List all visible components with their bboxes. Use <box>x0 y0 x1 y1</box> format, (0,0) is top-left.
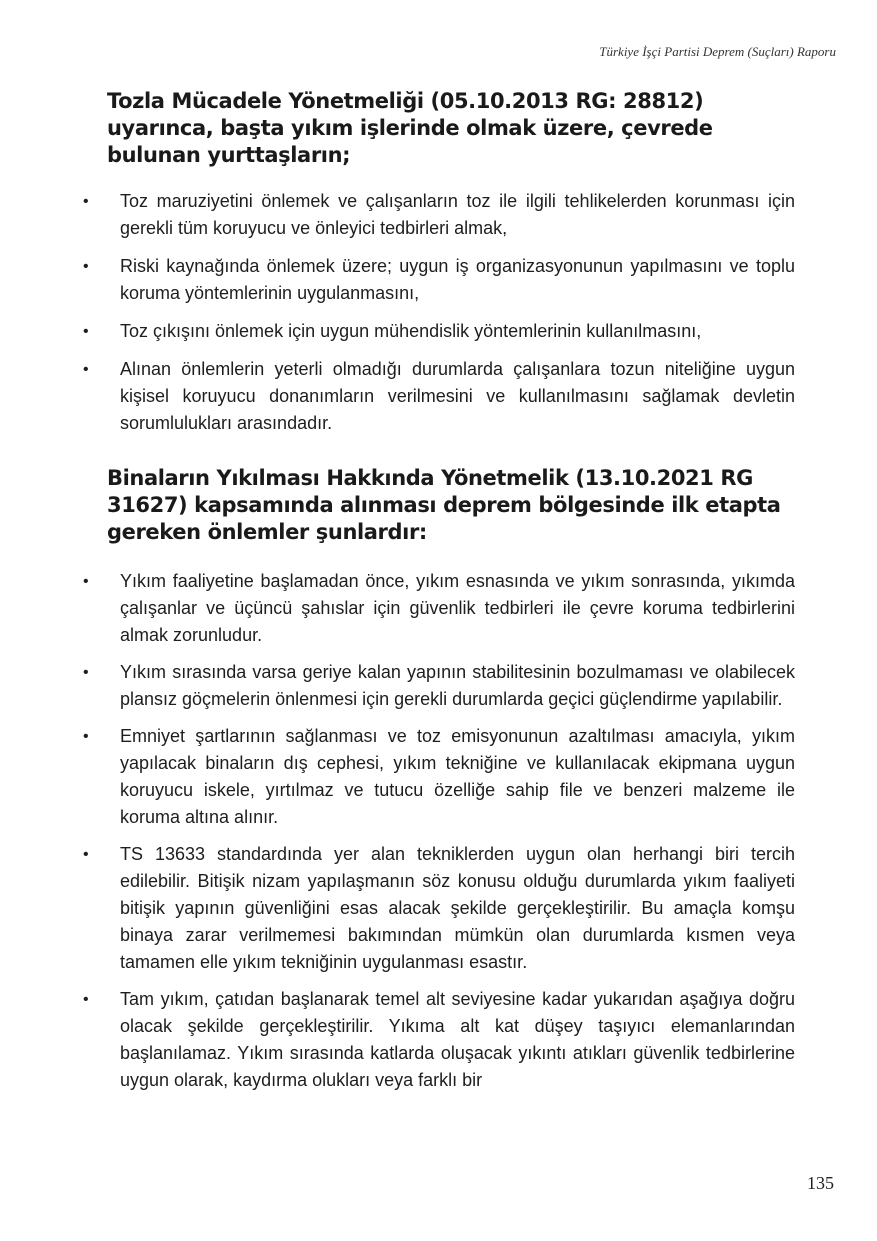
section-heading-demolition-regulation: Binaların Yıkılması Hakkında Yönetmelik (13.10.2021 RG 31627) kapsamında alınması deprem bölgesinde ilk etapta gereken önlemler şunlardır: <box>107 466 781 544</box>
bullet-icon: • <box>83 258 89 275</box>
bullet-icon: • <box>83 991 89 1008</box>
bullet-icon: • <box>83 323 89 340</box>
list-item-text: Yıkım sırasında varsa geriye kalan yapının stabilitesinin bozulmaması ve olabilecek plansız göçmelerin önlenmesi için gerekli durumlarda geçici güçlendirme yapılabilir. <box>120 662 795 709</box>
list-item <box>0 188 795 242</box>
bullet-icon: • <box>83 573 89 590</box>
list-item <box>0 356 795 437</box>
bullet-icon: • <box>83 846 89 863</box>
list-item-text: Tam yıkım, çatıdan başlanarak temel alt seviyesine kadar yukarıdan aşağıya doğru olacak şekilde gerçekleştirilir. Yıkıma alt kat düşey taşıyıcı elemanlarından başlanılamaz. Yıkım sırasında katlarda oluşacak yıkıntı atıkları güvenlik tedbirlerine uygun olarak, kaydırma olukları veya farklı bir <box>120 989 795 1090</box>
bullet-icon: • <box>83 728 89 745</box>
list-item <box>0 723 795 831</box>
section-heading-dust-regulation: Tozla Mücadele Yönetmeliği (05.10.2013 RG: 28812) uyarınca, başta yıkım işlerinde olmak üzere, çevrede bulunan yurttaşların; <box>107 89 713 167</box>
list-item-text: Yıkım faaliyetine başlamadan önce, yıkım esnasında ve yıkım sonrasında, yıkımda çalışanlar ve üçüncü şahıslar için güvenlik tedbirleri ile çevre koruma tedbirlerini almak zorunludur. <box>120 571 795 645</box>
list-item-text: Toz çıkışını önlemek için uygun mühendislik yöntemlerinin kullanılmasını, <box>120 321 702 341</box>
list-item-text: Alınan önlemlerin yeterli olmadığı durumlarda çalışanlara tozun niteliğine uygun kişisel koruyucu donanımların verilmesini ve kullanılmasını sağlamak devletin sorumlulukları arasındadır. <box>120 359 795 433</box>
list-item <box>0 568 795 649</box>
demolition-regulation-bullet-list <box>0 568 877 1104</box>
bullet-icon: • <box>83 361 89 378</box>
list-item <box>0 659 795 713</box>
list-item-text: Emniyet şartlarının sağlanması ve toz emisyonunun azaltılması amacıyla, yıkım yapılacak binaların dış cephesi, yıkım tekniğine ve kullanılacak ekipmana uygun koruyucu iskele, yırtılmaz ve tutucu özelliğe sahip file ve benzeri malzeme ile koruma altına alınır. <box>120 726 795 827</box>
list-item <box>0 841 795 976</box>
bullet-icon: • <box>83 664 89 681</box>
running-header: Türkiye İşçi Partisi Deprem (Suçları) Raporu <box>599 44 836 59</box>
page-number: 135 <box>807 1173 834 1193</box>
bullet-icon: • <box>83 193 89 210</box>
dust-regulation-bullet-list <box>0 188 877 448</box>
list-item <box>0 318 795 345</box>
list-item <box>0 986 795 1094</box>
list-item-text: Riski kaynağında önlemek üzere; uygun iş organizasyonunun yapılmasını ve toplu koruma yöntemlerinin uygulanmasını, <box>120 256 795 303</box>
list-item <box>0 253 795 307</box>
list-item-text: TS 13633 standardında yer alan tekniklerden uygun olan herhangi biri tercih edilebilir. Bitişik nizam yapılaşmanın söz konusu olduğu durumlarda yıkım faaliyeti bitişik yapının güvenliğini esas alacak şekilde gerçekleştirilir. Bu amaçla komşu binaya zarar verilmemesi bakımından mümkün olan durumlarda kısmen veya tamamen elle yıkım tekniğinin uygulanması esastır. <box>120 844 795 972</box>
list-item-text: Toz maruziyetini önlemek ve çalışanların toz ile ilgili tehlikelerden korunması için gerekli tüm koruyucu ve önleyici tedbirleri almak, <box>120 191 795 238</box>
